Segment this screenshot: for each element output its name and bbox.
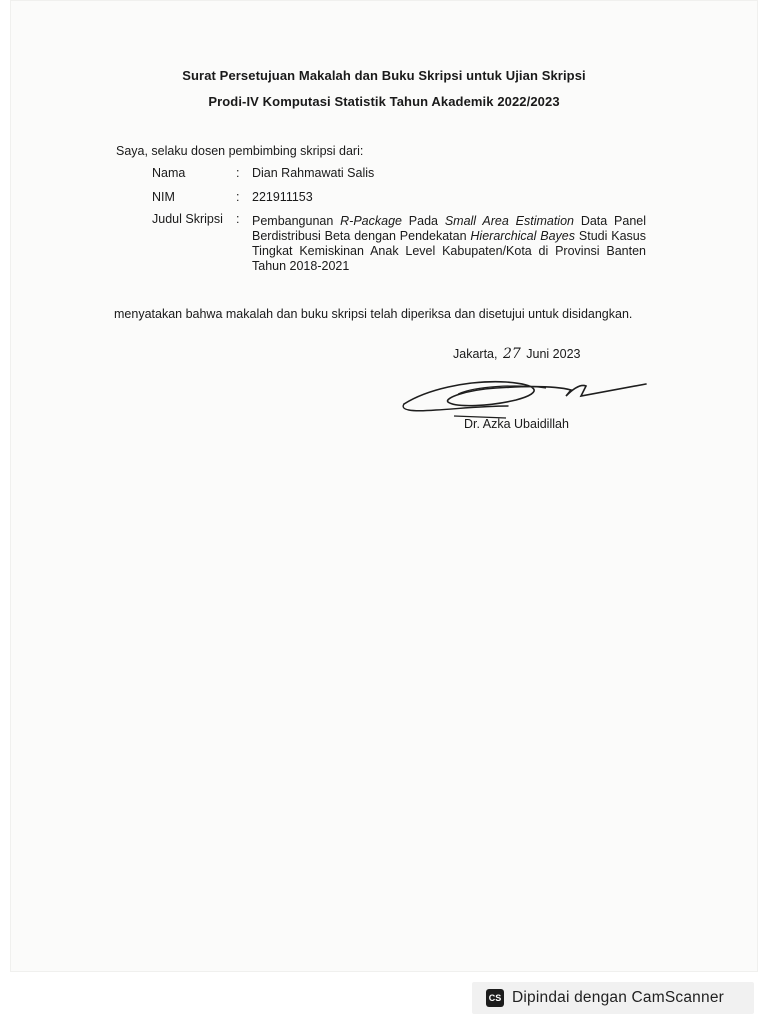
judul-italic-part: Hierarchical Bayes	[470, 229, 576, 243]
signature-image	[396, 372, 652, 422]
nama-label: Nama	[152, 166, 186, 180]
place-label: Jakarta,	[453, 347, 498, 361]
judul-part: Studi Kasus Tingkat Kemiskinan Anak Level Kabupaten/Kota di Provinsi Banten Tahun 2018-2021	[252, 229, 646, 273]
place-date	[453, 346, 580, 362]
judul-part: Pada	[401, 214, 445, 228]
judul-label: Judul Skripsi	[152, 212, 223, 226]
month-year: Juni 2023	[526, 347, 581, 361]
signer-name: Dr. Azka Ubaidillah	[464, 417, 569, 431]
approval-statement: menyatakan bahwa makalah dan buku skripsi telah diperiksa dan disetujui untuk disidangkan.	[114, 307, 633, 321]
handwritten-day: 27	[502, 346, 521, 362]
judul-part: Data Panel Berdistribusi Beta dengan Pendekatan	[252, 214, 647, 243]
nim-value: 221911153	[252, 190, 313, 204]
judul-italic-part: Small Area Estimation	[444, 214, 574, 228]
judul-colon: :	[236, 212, 240, 226]
judul-italic-part: R-Package	[340, 214, 402, 228]
nim-label: NIM	[152, 190, 175, 204]
nama-value: Dian Rahmawati Salis	[252, 166, 375, 180]
nim-colon: :	[236, 190, 240, 204]
camscanner-watermark	[472, 982, 754, 1014]
judul-value	[252, 214, 646, 274]
camscanner-logo-icon: CS	[486, 989, 504, 1007]
document-title-line-1: Surat Persetujuan Makalah dan Buku Skripsi untuk Ujian Skripsi	[182, 68, 586, 83]
intro-text: Saya, selaku dosen pembimbing skripsi dari:	[116, 144, 364, 158]
camscanner-label: Dipindai dengan CamScanner	[512, 989, 724, 1006]
nama-colon: :	[236, 166, 240, 180]
document-title-line-2: Prodi-IV Komputasi Statistik Tahun Akademik 2022/2023	[208, 94, 560, 109]
judul-part: Pembangunan	[252, 214, 341, 228]
